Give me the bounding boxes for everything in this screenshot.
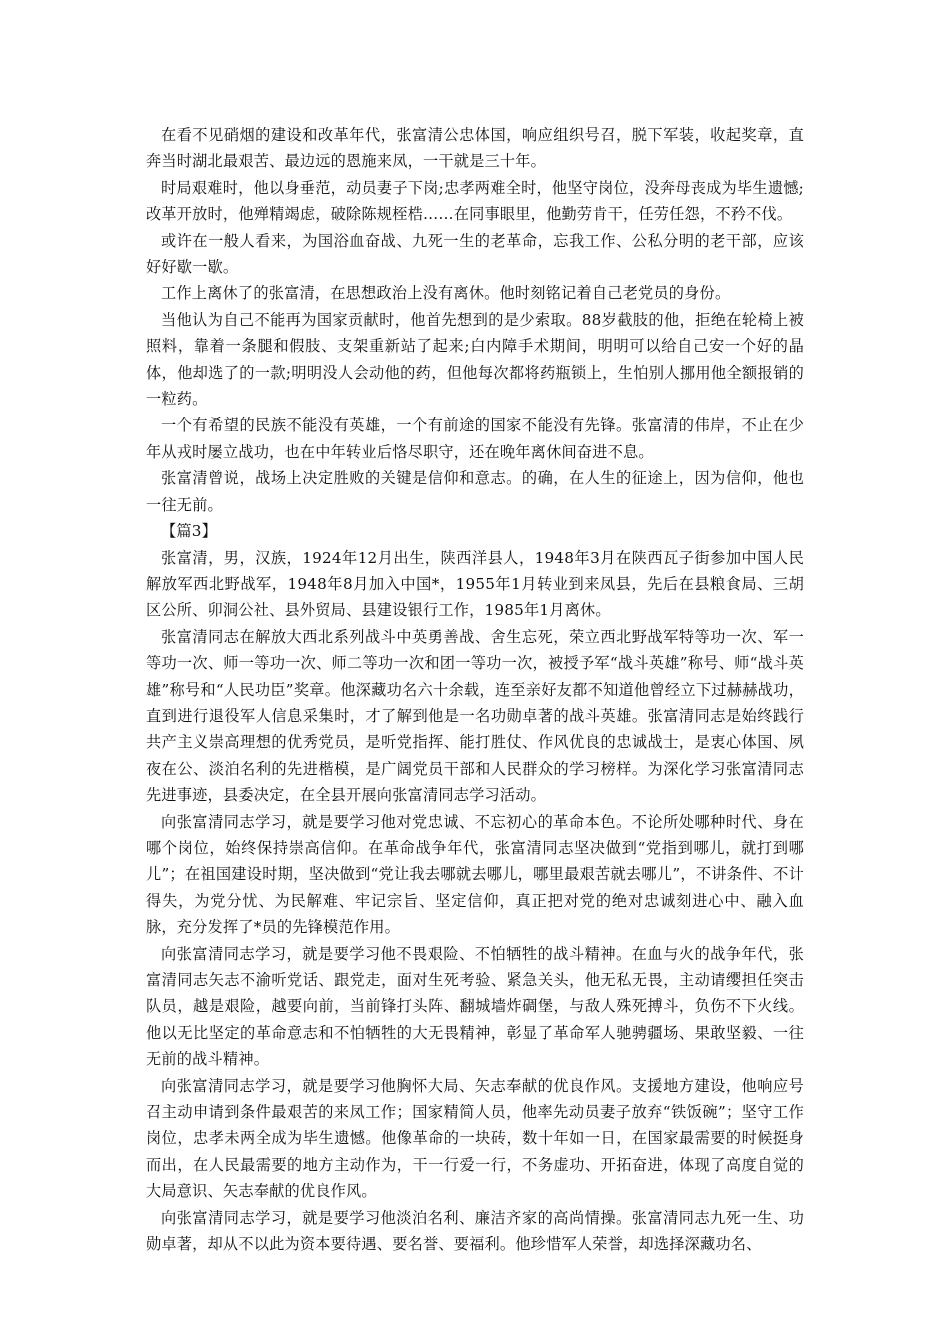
document-page [146, 122, 804, 1257]
paragraph: 向张富清同志学习，就是要学习他对党忠诚、不忘初心的革命本色。不论所处哪种时代、身在哪个岗位，始终保持崇高信仰。在革命战争年代，张富清同志坚决做到“党指到哪儿，就打到哪儿”；在祖国建设时期，坚决做到“党让我去哪就去哪儿，哪里最艰苦就去哪儿”，不讲条件、不计得失，为党分忧、为民解难、牢记宗旨、坚定信仰，真正把对党的绝对忠诚刻进心中、融入血脉，充分发挥了*员的先锋模范作用。 [146, 812, 804, 937]
paragraph: 一个有希望的民族不能没有英雄，一个有前途的国家不能没有先锋。张富清的伟岸，不止在少年从戎时屡立战功，也在中年转业后恪尽职守，还在晚年离休间奋进不息。 [146, 416, 804, 461]
paragraph: 或许在一般人看来，为国浴血奋战、九死一生的老革命，忘我工作、公私分明的老干部，应该好好歇一歇。 [146, 231, 804, 277]
paragraph: 时局艰难时，他以身垂范，动员妻子下岗;忠孝两难全时，他坚守岗位，没奔母丧成为毕生遗憾;改革开放时，他殚精竭虑，破除陈规桎梏……在同事眼里，他勤劳肯干，任劳任怨，不矜不伐。 [146, 178, 804, 224]
paragraph: 向张富清同志学习，就是要学习他淡泊名利、廉洁齐家的高尚情操。张富清同志九死一生、功勋卓著，却从不以此为资本要待遇、要名誉、要福利。他珍惜军人荣誉，却选择深藏功名、 [146, 1208, 804, 1254]
paragraph: 当他认为自己不能再为国家贡献时，他首先想到的是少索取。88岁截肢的他，拒绝在轮椅上被照料，靠着一条腿和假肢、支架重新站了起来;白内障手术期间，明明可以给自己安一个好的晶体，他却选了的一款;明明没人会动他的药，但他每次都将药瓶锁上，生怕别人挪用他全额报销的一粒药。 [146, 310, 804, 409]
paragraph: 张富清，男，汉族，1924年12月出生，陕西洋县人，1948年3月在陕西瓦子街参加中国人民解放军西北野战军，1948年8月加入中国*，1955年1月转业到来凤县，先后在县粮食局、三胡区公所、卯洞公社、县外贸局、县建设银行工作，1985年1月离休。 [146, 548, 804, 620]
paragraph: 工作上离休了的张富清，在思想政治上没有离休。他时刻铭记着自己老党员的身份。 [161, 284, 731, 303]
paragraph: 在看不见硝烟的建设和改革年代，张富清公忠体国，响应组织号召，脱下军装，收起奖章，直奔当时湖北最艰苦、最边远的恩施来凤，一干就是三十年。 [146, 126, 804, 171]
section-heading: 【篇3】 [161, 522, 218, 541]
paragraph: 张富清曾说，战场上决定胜败的关键是信仰和意志。的确，在人生的征途上，因为信仰，他也一往无前。 [146, 469, 804, 514]
paragraph: 向张富清同志学习，就是要学习他胸怀大局、矢志奉献的优良作风。支援地方建设，他响应号召主动申请到条件最艰苦的来凤工作；国家精简人员，他率先动员妻子放弃“铁饭碗”；坚守工作岗位，忠孝未两全成为毕生遗憾。他像革命的一块砖，数十年如一日，在国家最需要的时候挺身而出，在人民最需要的地方主动作为，干一行爱一行，不务虚功、开拓奋进，体现了高度自觉的大局意识、矢志奉献的优良作风。 [146, 1076, 804, 1201]
paragraph: 向张富清同志学习，就是要学习他不畏艰险、不怕牺牲的战斗精神。在血与火的战争年代，张富清同志矢志不渝听党话、跟党走，面对生死考验、紧急关头，他无私无畏，主动请缨担任突击队员，越是艰险，越要向前，当前锋打头阵、翻城墙炸碉堡，与敌人殊死搏斗，负伤不下火线。他以无比坚定的革命意志和不怕牺牲的大无畏精神，彰显了革命军人驰骋疆场、果敢坚毅、一往无前的战斗精神。 [146, 944, 804, 1069]
paragraph: 张富清同志在解放大西北系列战斗中英勇善战、舍生忘死，荣立西北野战军特等功一次、军一等功一次、师一等功一次、师二等功一次和团一等功一次，被授予军“战斗英雄”称号、师“战斗英雄”称号和“人民功臣”奖章。他深藏功名六十余载，连至亲好友都不知道他曾经立下过赫赫战功，直到进行退役军人信息采集时，才了解到他是一名功勋卓著的战斗英雄。张富清同志是始终践行共产主义崇高理想的优秀党员，是听党指挥、能打胜仗、作风优良的忠诚战士，是衷心体国、夙夜在公、淡泊名利的先进楷模，是广阔党员干部和人民群众的学习榜样。为深化学习张富清同志先进事迹，县委决定，在全县开展向张富清同志学习活动。 [146, 627, 804, 805]
